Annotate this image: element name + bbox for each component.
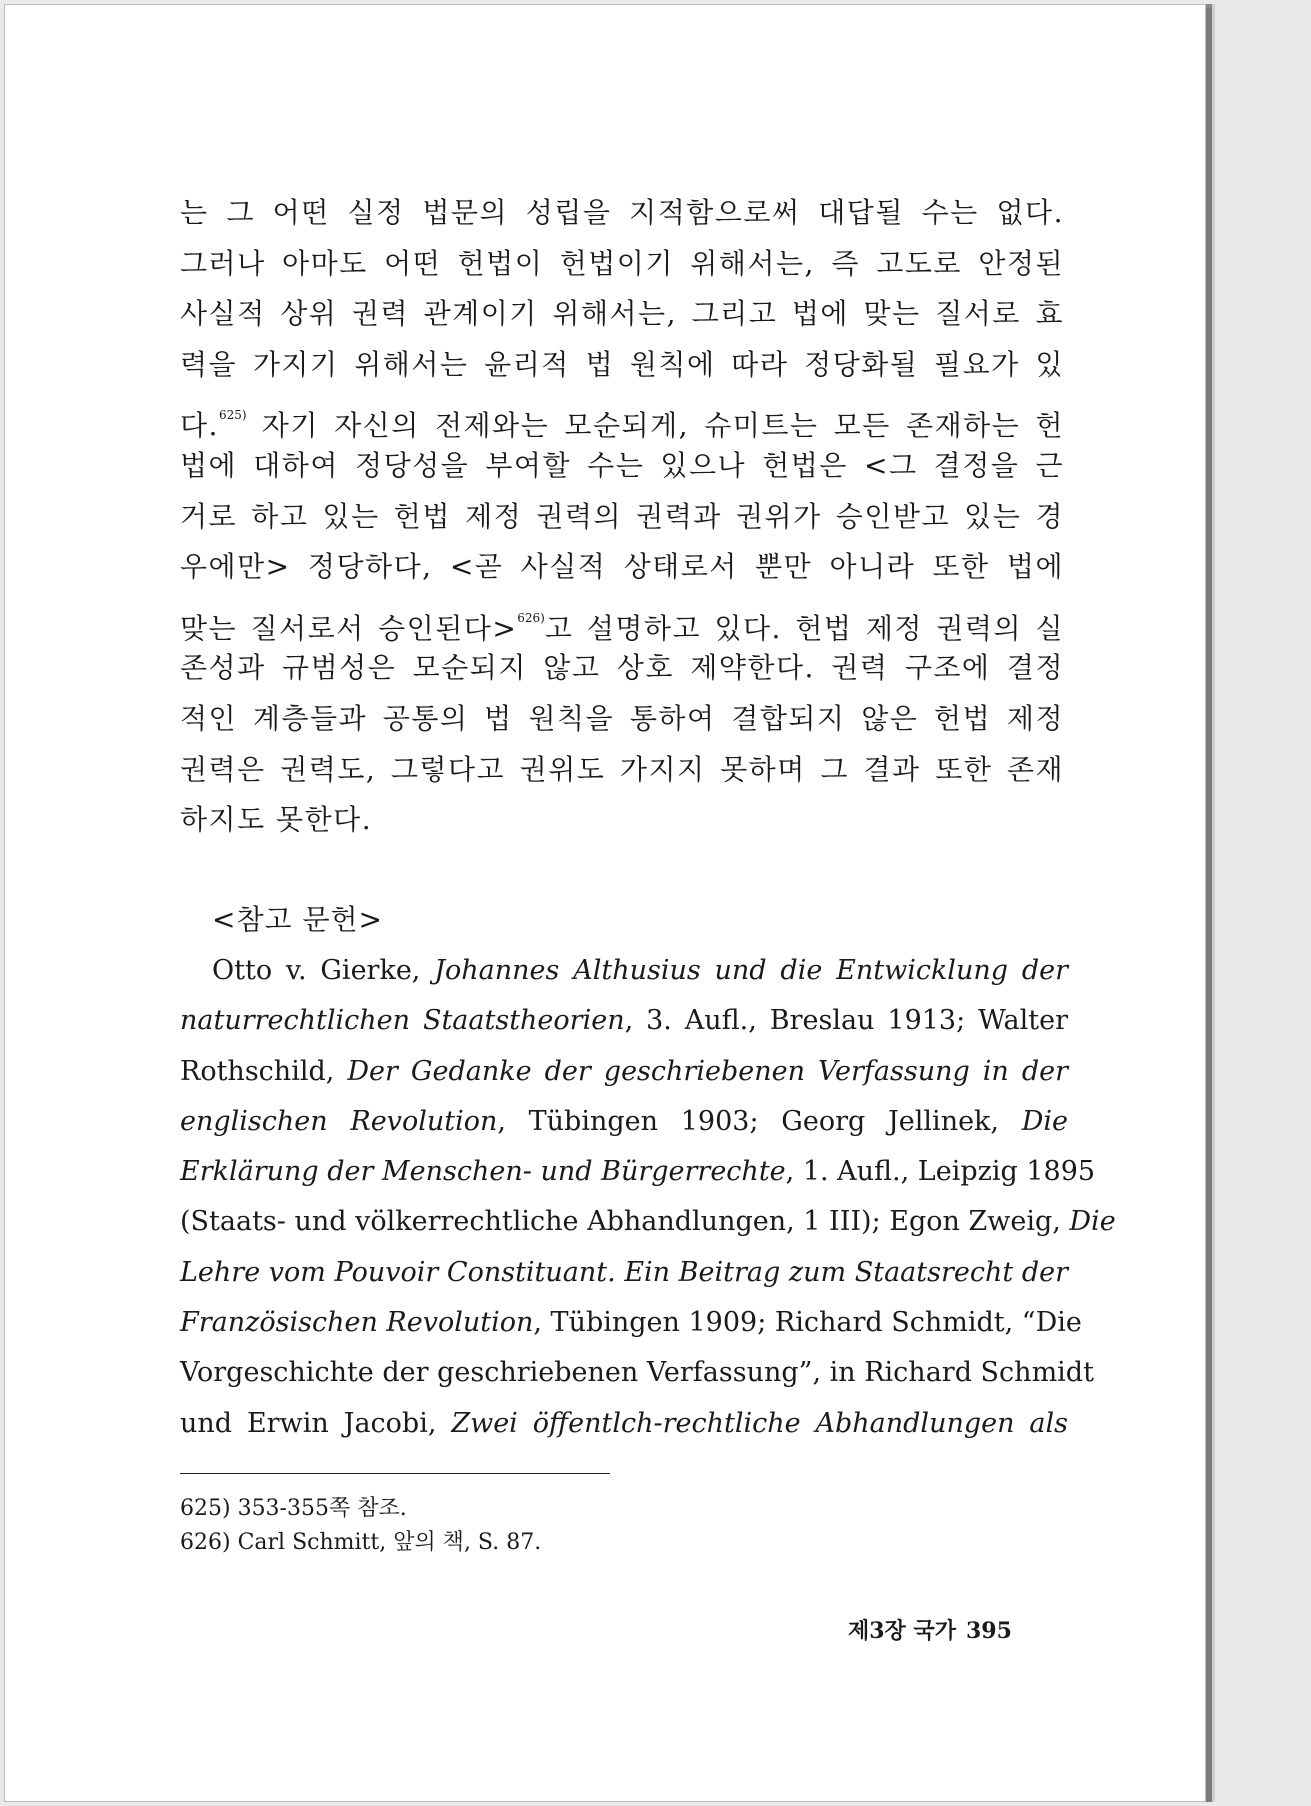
references-list — [180, 946, 1116, 1449]
text-fragment: 다. — [180, 409, 219, 443]
page-edge-shadow — [1206, 8, 1212, 1802]
text-line — [180, 593, 1064, 644]
text-line: 거로 하고 있는 헌법 제정 권력의 권력과 권위가 승인받고 있는 경 — [180, 499, 1064, 533]
text-line: 권력은 권력도, 그렇다고 권위도 가지지 못하며 그 결과 또한 존재 — [180, 752, 1064, 786]
text-line: 법에 대하여 정당성을 부여할 수는 있으나 헌법은 <그 결정을 근 — [180, 448, 1064, 482]
text-line — [180, 390, 1064, 441]
text-line: 는 그 어떤 실정 법문의 성립을 지적함으로써 대답될 수는 없다. — [180, 196, 1064, 229]
reference-line — [180, 1298, 1082, 1348]
chapter-label: 제3장 국가 — [848, 1618, 956, 1644]
text-fragment: 자기 자신의 전제와는 모순되게, 슈미트는 모든 존재하는 헌 — [246, 409, 1064, 443]
text-fragment: 맞는 질서로서 승인된다> — [180, 611, 518, 645]
ref-text: , 1. Aufl., Leipzig 1895 — [785, 1156, 1096, 1188]
footnote-626: 626) Carl Schmitt, 앞의 책, S. 87. — [180, 1530, 542, 1555]
reference-line — [180, 1097, 1068, 1147]
footnote-divider — [180, 1473, 610, 1474]
ref-title: Johannes Althusius und die Entwicklung der — [434, 955, 1068, 986]
page-number: 395 — [965, 1618, 1012, 1644]
ref-title: Zwei öffentlch-rechtliche Abhandlungen als — [451, 1407, 1068, 1439]
text-line: 존성과 규범성은 모순되지 않고 상호 제약한다. 권력 구조에 결정 — [180, 651, 1064, 685]
text-line: 적인 계층들과 공통의 법 원칙을 통하여 결합되지 않은 헌법 제정 — [180, 701, 1064, 735]
ref-title: englischen Revolution — [180, 1105, 498, 1137]
ref-text: (Staats- und völkerrechtliche Abhandlungen, 1 III); Egon Zweig, — [180, 1206, 1070, 1238]
references-heading: <참고 문헌> — [212, 903, 384, 936]
text-line: 사실적 상위 권력 관계이기 위해서는, 그리고 법에 맞는 질서로 효 — [180, 297, 1064, 331]
ref-text: , Tübingen 1903; Georg Jellinek, — [497, 1105, 1022, 1137]
main-paragraph — [180, 188, 1064, 846]
ref-title: Die — [1021, 1105, 1068, 1137]
ref-text: Otto v. Gierke, — [212, 955, 435, 986]
footnote-marker-626[interactable]: 626) — [517, 610, 545, 625]
reference-line — [180, 1348, 1094, 1398]
ref-title: Lehre vom Pouvoir Constituant. Ein Beitrag zum Staatsrecht der — [180, 1256, 1068, 1288]
reference-line — [180, 1197, 1116, 1247]
footnotes — [180, 1492, 541, 1560]
reference-line — [180, 1248, 1068, 1298]
ref-title: Die — [1069, 1206, 1116, 1238]
reference-line — [180, 946, 1068, 996]
ref-text: Vorgeschichte der geschriebenen Verfassung”, in Richard Schmidt — [180, 1357, 1094, 1389]
ref-text: und Erwin Jacobi, — [180, 1407, 452, 1439]
ref-title: naturrechtlichen Staatstheorien — [180, 1005, 625, 1037]
text-fragment: 고 설명하고 있다. 헌법 제정 권력의 실 — [544, 611, 1064, 645]
ref-text: , Tübingen 1909; Richard Schmidt, “Die — [533, 1307, 1082, 1339]
reference-line — [180, 1399, 1068, 1449]
running-footer — [848, 1614, 1022, 1645]
footnote-625: 625) 353-355쪽 참조. — [180, 1496, 407, 1521]
reference-line — [180, 996, 1068, 1046]
text-line: 하지도 못한다. — [180, 803, 373, 837]
text-line: 우에만> 정당하다, <곧 사실적 상태로서 뿐만 아니라 또한 법에 — [180, 550, 1064, 584]
text-line: 력을 가지기 위해서는 윤리적 법 원칙에 따라 정당화될 필요가 있 — [180, 347, 1064, 381]
reference-line — [180, 1047, 1068, 1097]
ref-title: Erklärung der Menschen- und Bürgerrechte — [180, 1156, 786, 1188]
ref-title: Der Gedanke der geschriebenen Verfassung in der — [347, 1055, 1068, 1087]
ref-title: Französischen Revolution — [180, 1307, 534, 1339]
footnote-marker-625[interactable]: 625) — [218, 408, 247, 423]
text-line: 그러나 아마도 어떤 헌법이 헌법이기 위해서는, 즉 고도로 안정된 — [180, 246, 1064, 280]
reference-line — [180, 1147, 1096, 1197]
ref-text: , 3. Aufl., Breslau 1913; Walter — [624, 1005, 1068, 1037]
ref-text: Rothschild, — [180, 1055, 348, 1087]
